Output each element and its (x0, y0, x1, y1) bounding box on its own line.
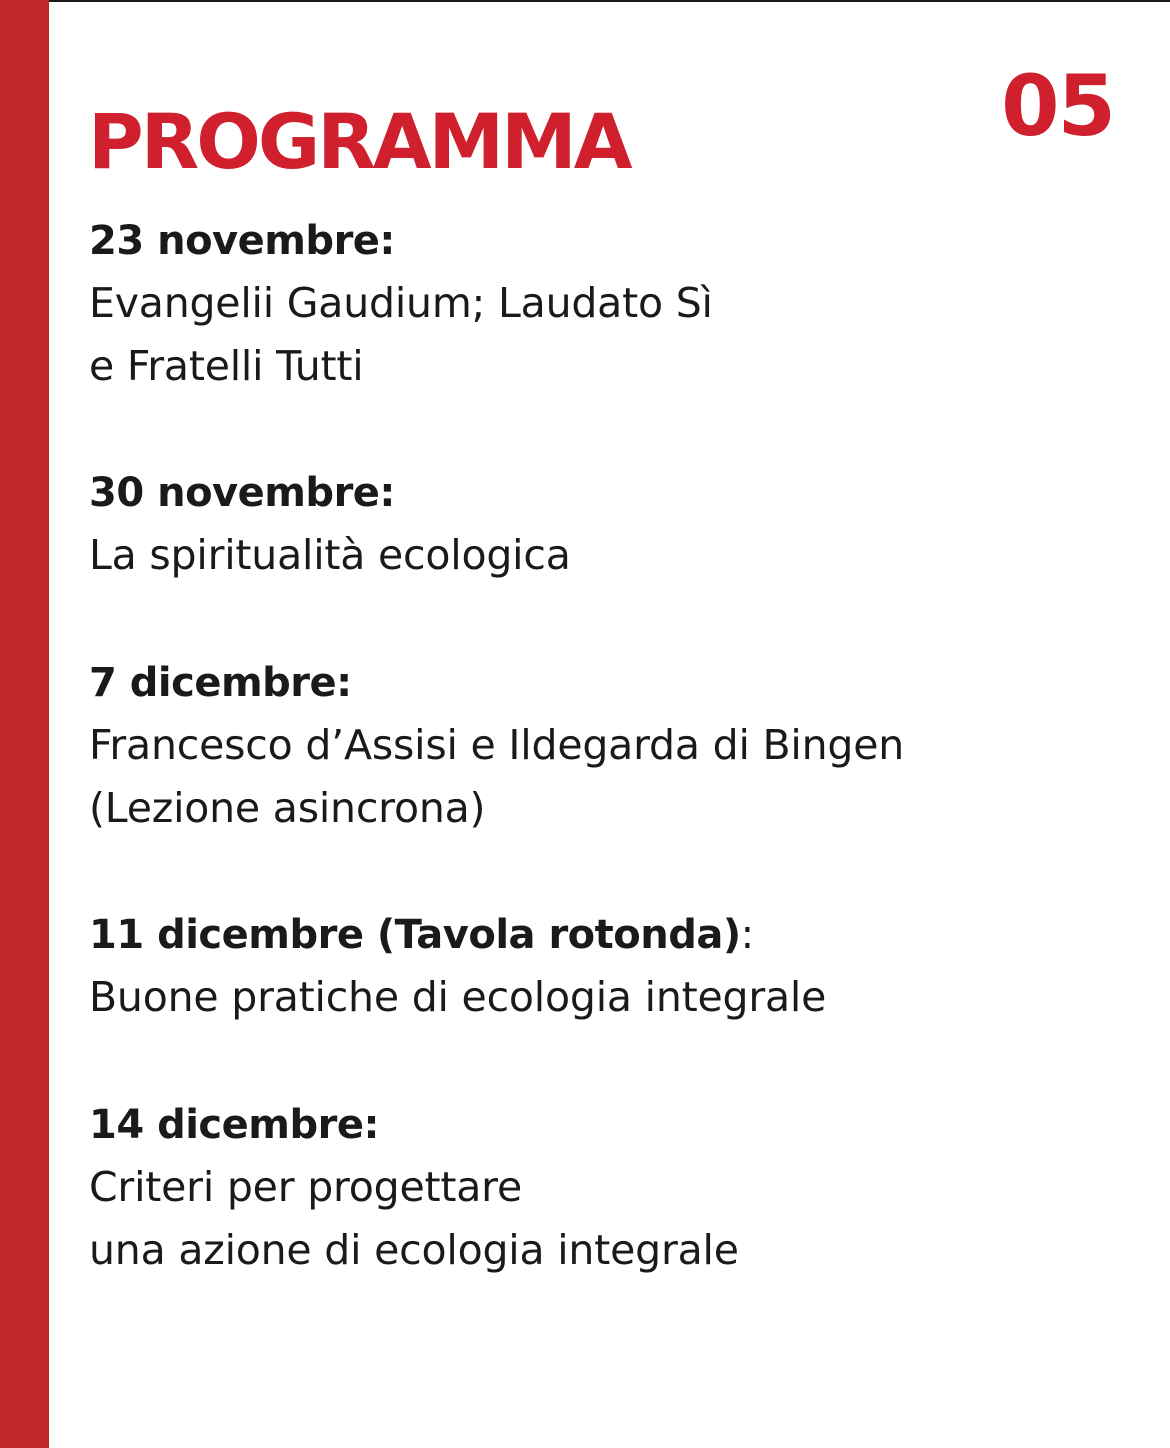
program-item-date: 23 novembre: (89, 218, 395, 264)
left-accent-bar (0, 0, 49, 1448)
program-item (89, 210, 1149, 398)
page-title: PROGRAMMA (88, 97, 630, 186)
program-item-description-line: (Lezione asincrona) (89, 784, 486, 832)
program-item-description-line: Evangelii Gaudium; Laudato Sì (89, 279, 713, 327)
program-item-date: 11 dicembre (Tavola rotonda): (89, 912, 754, 958)
program-item-date: 7 dicembre: (89, 660, 352, 706)
program-item-description-line: Buone pratiche di ecologia integrale (89, 973, 827, 1021)
program-item-date: 14 dicembre: (89, 1102, 379, 1148)
program-item-description-line: La spiritualità ecologica (89, 531, 571, 579)
program-item-description-line: Francesco d’Assisi e Ildegarda di Bingen (89, 721, 905, 769)
program-item (89, 652, 1149, 840)
program-item-description-line: Criteri per progettare (89, 1163, 522, 1211)
program-item (89, 904, 1149, 1029)
program-item (89, 1094, 1149, 1282)
top-border-line (0, 0, 1170, 2)
program-item-description-line: e Fratelli Tutti (89, 342, 364, 390)
program-item-description-line: una azione di ecologia integrale (89, 1226, 739, 1274)
program-item (89, 462, 1149, 587)
page-number: 05 (1001, 57, 1114, 155)
program-item-date: 30 novembre: (89, 470, 395, 516)
